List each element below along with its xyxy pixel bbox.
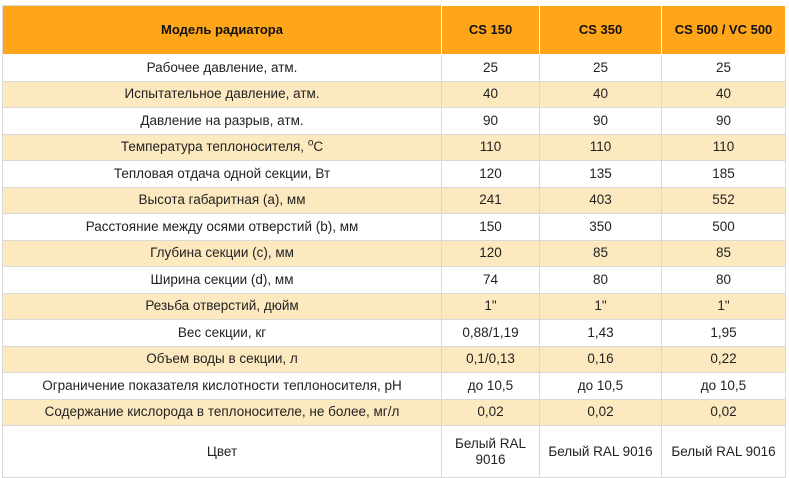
row-label: Высота габаритная (a), мм	[3, 187, 442, 214]
row-label: Расстояние между осями отверстий (b), мм	[3, 214, 442, 241]
row-label-text: Температура теплоносителя,	[120, 139, 308, 155]
cell-cs500: 1"	[662, 293, 786, 320]
cell-cs500: 1,95	[662, 320, 786, 347]
table-row	[3, 320, 786, 347]
cell-cs150: 1"	[442, 293, 540, 320]
cell-cs500: 0,02	[662, 399, 786, 426]
cell-cs350: 350	[540, 214, 662, 241]
cell-cs350: 0,02	[540, 399, 662, 426]
cell-cs150: 120	[442, 161, 540, 188]
cell-cs350: 25	[540, 55, 662, 82]
header-cs350: CS 350	[540, 6, 662, 55]
row-label: Ширина секции (d), мм	[3, 267, 442, 294]
table-row	[3, 81, 786, 108]
table-row	[3, 426, 786, 478]
row-label: Содержание кислорода в теплоносителе, не более, мг/л	[3, 399, 442, 426]
cell-cs350: 110	[540, 134, 662, 161]
cell-cs500: 500	[662, 214, 786, 241]
cell-cs150: 74	[442, 267, 540, 294]
row-label: Давление на разрыв, атм.	[3, 108, 442, 135]
row-label: Глубина секции (c), мм	[3, 240, 442, 267]
cell-cs500: 185	[662, 161, 786, 188]
cell-cs150: 40	[442, 81, 540, 108]
cell-cs350: 1"	[540, 293, 662, 320]
row-label: Вес секции, кг	[3, 320, 442, 347]
cell-cs500: 40	[662, 81, 786, 108]
cell-cs150: 0,88/1,19	[442, 320, 540, 347]
cell-cs150: 0,02	[442, 399, 540, 426]
table-row	[3, 373, 786, 400]
cell-cs500: 0,22	[662, 346, 786, 373]
cell-cs350: Белый RAL 9016	[540, 426, 662, 478]
cell-cs500: 90	[662, 108, 786, 135]
cell-cs500: до 10,5	[662, 373, 786, 400]
cell-cs350: 403	[540, 187, 662, 214]
cell-cs150: 150	[442, 214, 540, 241]
table-row	[3, 346, 786, 373]
cell-cs500: 80	[662, 267, 786, 294]
row-label: Объем воды в секции, л	[3, 346, 442, 373]
cell-cs150: до 10,5	[442, 373, 540, 400]
table-row	[3, 214, 786, 241]
table-header-row	[3, 6, 786, 55]
header-model: Модель радиатора	[3, 6, 442, 55]
cell-cs350: 1,43	[540, 320, 662, 347]
table-row	[3, 293, 786, 320]
cell-cs350: 90	[540, 108, 662, 135]
cell-cs350: 135	[540, 161, 662, 188]
cell-cs150: 120	[442, 240, 540, 267]
cell-cs500: 552	[662, 187, 786, 214]
table-row	[3, 399, 786, 426]
degree-superscript: o	[307, 137, 314, 149]
cell-cs150: 241	[442, 187, 540, 214]
radiator-specs-table	[2, 5, 786, 478]
cell-cs150: 0,1/0,13	[442, 346, 540, 373]
cell-cs500: 85	[662, 240, 786, 267]
cell-cs350: 85	[540, 240, 662, 267]
table-row	[3, 134, 786, 161]
row-label: Рабочее давление, атм.	[3, 55, 442, 82]
cell-cs150: 110	[442, 134, 540, 161]
cell-cs500: 25	[662, 55, 786, 82]
row-label-unit: C	[313, 139, 324, 155]
table-row	[3, 187, 786, 214]
cell-cs350: до 10,5	[540, 373, 662, 400]
row-label: Резьба отверстий, дюйм	[3, 293, 442, 320]
table-row	[3, 240, 786, 267]
cell-cs150: 25	[442, 55, 540, 82]
cell-cs500: Белый RAL 9016	[662, 426, 786, 478]
cell-cs500: 110	[662, 134, 786, 161]
cell-cs350: 80	[540, 267, 662, 294]
row-label: Испытательное давление, атм.	[3, 81, 442, 108]
table-row	[3, 267, 786, 294]
table-row	[3, 55, 786, 82]
row-label	[3, 134, 442, 161]
row-label: Ограничение показателя кислотности теплоносителя, pH	[3, 373, 442, 400]
cell-cs150: 90	[442, 108, 540, 135]
table-row	[3, 108, 786, 135]
table-row	[3, 161, 786, 188]
header-cs500: CS 500 / VC 500	[662, 6, 786, 55]
row-label: Тепловая отдача одной секции, Вт	[3, 161, 442, 188]
cell-cs350: 40	[540, 81, 662, 108]
header-cs150: CS 150	[442, 6, 540, 55]
cell-cs350: 0,16	[540, 346, 662, 373]
row-label: Цвет	[3, 426, 442, 478]
cell-cs150: Белый RAL 9016	[442, 426, 540, 478]
